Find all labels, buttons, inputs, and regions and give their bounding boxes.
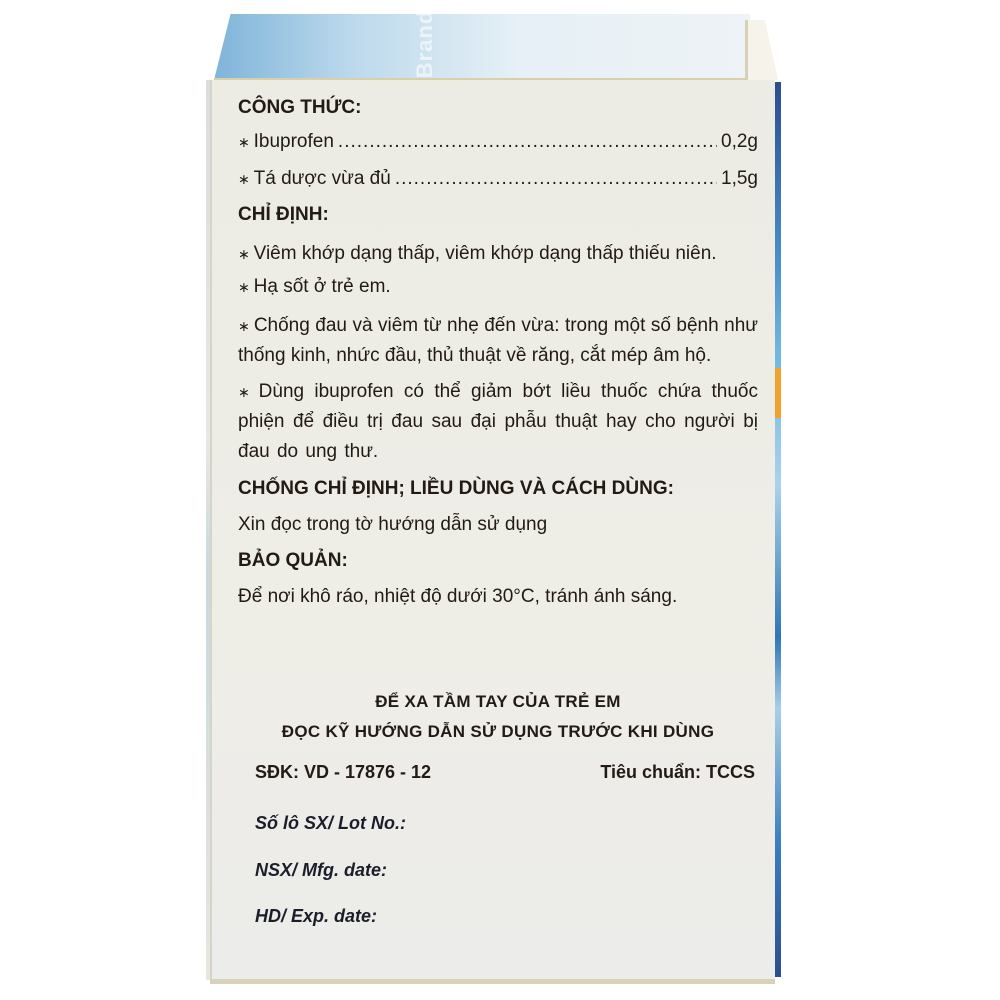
- exp-date-field: HD/ Exp. date:: [255, 906, 378, 926]
- box-top-flap: [214, 14, 766, 80]
- registration-row: [255, 762, 755, 783]
- warning-read-instructions: ĐỌC KỸ HƯỚNG DẪN SỬ DỤNG TRƯỚC KHI DÙNG: [281, 722, 715, 741]
- indication-item: ∗ Hạ sốt ở trẻ em.: [238, 275, 758, 299]
- box-right-flap: [745, 20, 778, 80]
- box-side-accent: [775, 368, 781, 418]
- label-content: [238, 96, 758, 609]
- indications-heading: CHỈ ĐỊNH:: [238, 204, 329, 225]
- formula-item-name: ∗ Ibuprofen: [238, 130, 334, 154]
- storage-heading: BẢO QUẢN:: [238, 550, 348, 571]
- dot-leader: [395, 167, 717, 191]
- mfg-date-field: NSX/ Mfg. date:: [255, 860, 388, 880]
- formula-item: [238, 167, 758, 191]
- contraindications-text: Xin đọc trong tờ hướng dẫn sử dụng: [238, 514, 548, 535]
- box-top-print: Brand: [412, 9, 437, 79]
- indication-item: ∗ Dùng ibuprofen có thể giảm bớt liều thuốc chứa thuốc phiện để điều trị đau sau đại phẫu thuật hay cho người bị đau do ung thư.: [238, 377, 758, 467]
- indication-item: ∗ Viêm khớp dạng thấp, viêm khớp dạng thấp thiếu niên.: [238, 239, 758, 269]
- contraindications-heading: CHỐNG CHỈ ĐỊNH; LIỀU DÙNG VÀ CÁCH DÙNG:: [238, 478, 674, 499]
- formula-item: [238, 130, 758, 154]
- formula-item-value: 0,2g: [721, 131, 758, 152]
- formula-item-value: 1,5g: [721, 168, 758, 189]
- dot-leader: [338, 130, 717, 154]
- quality-standard: Tiêu chuẩn: TCCS: [600, 762, 755, 782]
- lot-number-field: Số lô SX/ Lot No.:: [255, 813, 406, 833]
- formula-heading: CÔNG THỨC:: [238, 97, 362, 118]
- indication-item: ∗ Chống đau và viêm từ nhẹ đến vừa: trong một số bệnh như thống kinh, nhức đầu, thủ thuật về răng, cắt mép âm hộ.: [238, 311, 758, 371]
- formula-item-name: ∗ Tá dược vừa đủ: [238, 167, 391, 191]
- storage-text: Để nơi khô ráo, nhiệt độ dưới 30°C, tránh ánh sáng.: [238, 586, 678, 607]
- warning-children: ĐỂ XA TẦM TAY CỦA TRẺ EM: [375, 692, 621, 711]
- box-side-strip: [775, 82, 781, 977]
- registration-number: SĐK: VD - 17876 - 12: [255, 762, 432, 782]
